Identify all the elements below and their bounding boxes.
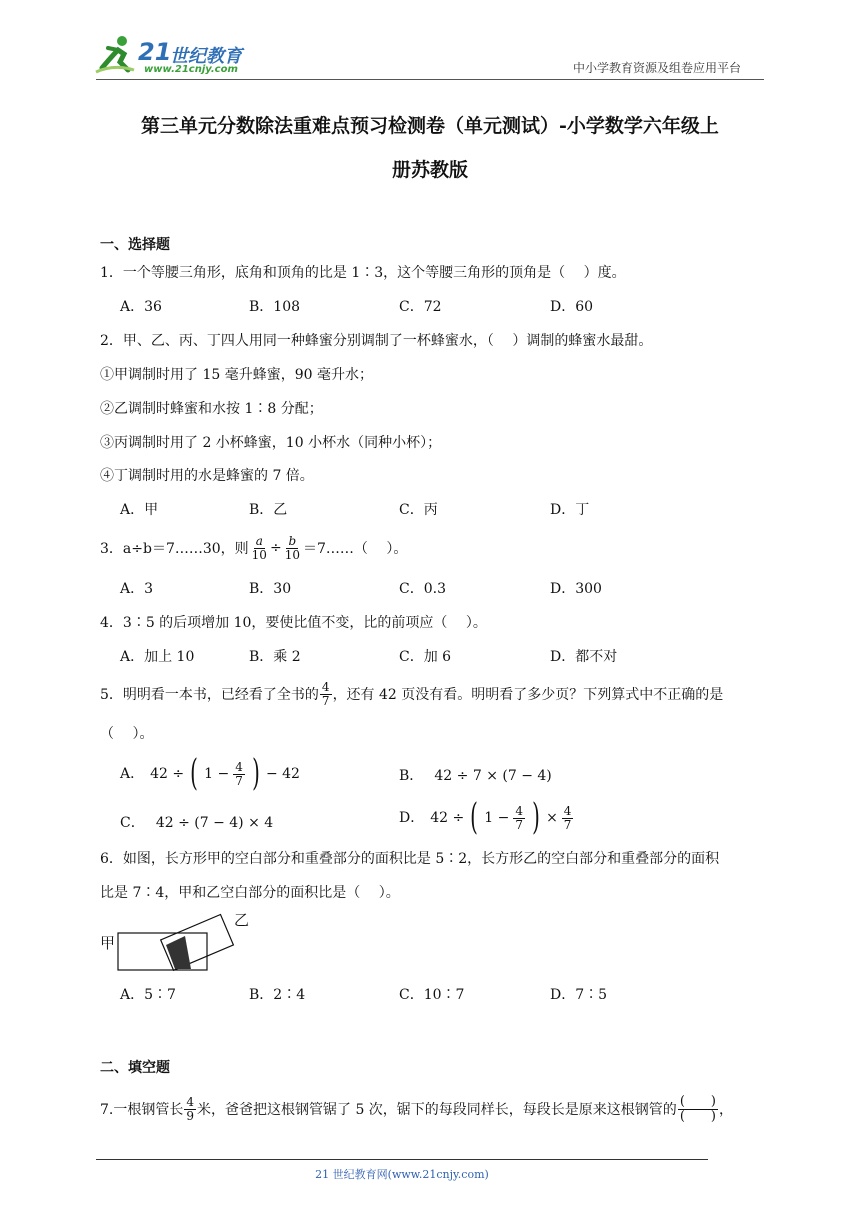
question-3 bbox=[100, 530, 407, 566]
question-6-line-1: 6．如图，长方形甲的空白部分和重叠部分的面积比是 5∶2，长方形乙的空白部分和重叠部分的面积 bbox=[100, 851, 720, 867]
page-title-line-1: 第三单元分数除法重难点预习检测卷（单元测试）-小学数学六年级上 bbox=[141, 115, 719, 137]
logo-number: 21 bbox=[138, 38, 172, 66]
q2-item-2: ②乙调制时蜂蜜和水按 1∶8 分配； bbox=[100, 401, 323, 417]
q7-fraction: $\frac{4}{9}$ bbox=[186, 1094, 194, 1123]
logo-chinese-name: 世纪教育 bbox=[170, 46, 242, 67]
figure-label-yi: 乙 bbox=[234, 911, 250, 929]
q3-option-a[interactable]: A．3 bbox=[120, 581, 154, 597]
q5-option-b-label: B． bbox=[399, 768, 424, 784]
q2-item-1: ①甲调制时用了 15 毫升蜂蜜，90 毫升水； bbox=[100, 367, 373, 383]
runner-logo-icon bbox=[94, 34, 136, 76]
q3-option-d[interactable]: D．300 bbox=[550, 581, 602, 597]
q3-suffix: ＝7……（ ）。 bbox=[302, 541, 408, 557]
q7-suffix: 米，爸爸把这根钢管锯了 5 次，锯下的每段同样长，每段长是原来这根钢管的 bbox=[197, 1102, 677, 1118]
q3-prefix: 3．a÷b＝7……30，则 bbox=[100, 541, 249, 557]
q4-option-c[interactable]: C．加 6 bbox=[399, 649, 452, 665]
logo-url: www.21cnjy.com bbox=[144, 64, 238, 75]
q6-option-a[interactable]: A．5∶7 bbox=[120, 987, 176, 1003]
question-6-line-2: 比是 7∶4，甲和乙空白部分的面积比是（ ）。 bbox=[100, 885, 400, 901]
q5-option-d[interactable] bbox=[399, 796, 574, 840]
q5-option-c-expression: 42 ÷ (7 − 4) × 4 bbox=[155, 815, 274, 831]
q5-option-d-expression: 42 ÷ ( 1 − $\frac{4}{7}$ ) × $\frac{4}{7}$ bbox=[430, 797, 572, 838]
header-rule bbox=[96, 79, 764, 80]
question-4: 4．3∶5 的后项增加 10，要使比值不变，比的前项应（ ）。 bbox=[100, 615, 487, 631]
q1-option-a[interactable]: A．36 bbox=[120, 299, 162, 315]
q3-divide: ÷ bbox=[269, 540, 282, 556]
q7-tail: ， bbox=[718, 1102, 733, 1118]
platform-name: 中小学教育资源及组卷应用平台 bbox=[573, 61, 742, 75]
q6-option-b[interactable]: B．2∶4 bbox=[249, 987, 306, 1003]
rectangles-figure bbox=[116, 912, 236, 972]
q5-line-2: （ ）。 bbox=[100, 726, 154, 742]
q4-option-a[interactable]: A．加上 10 bbox=[120, 649, 195, 665]
q3-fraction-b: $\frac{b}{10}$ bbox=[284, 533, 300, 562]
q4-option-d[interactable]: D．都不对 bbox=[550, 649, 618, 665]
q1-option-d[interactable]: D．60 bbox=[550, 299, 594, 315]
q7-answer-blank[interactable]: $\frac{( )}{( )}$ bbox=[679, 1093, 716, 1124]
q5-fraction: $\frac{4}{7}$ bbox=[321, 679, 330, 708]
section-heading-fill-blank: 二、填空题 bbox=[100, 1060, 170, 1076]
footer-rule bbox=[96, 1159, 708, 1160]
q1-option-b[interactable]: B．108 bbox=[249, 299, 301, 315]
site-logo bbox=[94, 34, 264, 78]
question-5 bbox=[100, 676, 723, 712]
figure-label-jia: 甲 bbox=[100, 934, 116, 952]
q2-option-c[interactable]: C．丙 bbox=[399, 502, 438, 518]
q5-suffix: ，还有 42 页没有看。明明看了多少页？下列算式中不正确的是 bbox=[332, 687, 724, 703]
footer-source: 21 世纪教育网(www.21cnjy.com) bbox=[315, 1168, 489, 1181]
q5-prefix: 5．明明看一本书，已经看了全书的 bbox=[100, 687, 319, 703]
page-title-line-2: 册苏教版 bbox=[391, 159, 468, 181]
q2-option-b[interactable]: B．乙 bbox=[249, 502, 288, 518]
q2-option-a[interactable]: A．甲 bbox=[120, 502, 159, 518]
q2-item-4: ④丁调制时用的水是蜂蜜的 7 倍。 bbox=[100, 468, 314, 484]
q2-item-3: ③丙调制时用了 2 小杯蜂蜜，10 小杯水（同种小杯）； bbox=[100, 435, 442, 451]
q6-option-d[interactable]: D．7∶5 bbox=[550, 987, 608, 1003]
q5-option-a-expression: 42 ÷ ( 1 − $\frac{4}{7}$ ) − 42 bbox=[150, 753, 300, 794]
q1-option-c[interactable]: C．72 bbox=[399, 299, 442, 315]
q2-option-d[interactable]: D．丁 bbox=[550, 502, 590, 518]
question-1: 1．一个等腰三角形，底角和顶角的比是 1∶3，这个等腰三角形的顶角是（ ）度。 bbox=[100, 265, 626, 281]
q3-fraction-a: $\frac{a}{10}$ bbox=[251, 533, 267, 562]
q5-option-a-label: A． bbox=[120, 766, 145, 782]
q5-option-b-expression: 42 ÷ 7 × (7 − 4) bbox=[434, 768, 552, 784]
q7-prefix: 7.一根钢管长 bbox=[100, 1102, 184, 1118]
q3-option-c[interactable]: C．0.3 bbox=[399, 581, 446, 597]
q5-option-a[interactable] bbox=[120, 752, 300, 796]
q4-option-b[interactable]: B．乘 2 bbox=[249, 649, 301, 665]
question-7 bbox=[100, 1087, 733, 1131]
q5-option-b[interactable] bbox=[399, 765, 552, 784]
q6-option-c[interactable]: C．10∶7 bbox=[399, 987, 465, 1003]
section-heading-choice: 一、选择题 bbox=[100, 237, 170, 253]
q5-option-d-label: D． bbox=[399, 810, 425, 826]
q5-option-c[interactable] bbox=[120, 812, 273, 831]
q3-option-b[interactable]: B．30 bbox=[249, 581, 292, 597]
q5-option-c-label: C． bbox=[120, 815, 145, 831]
question-2: 2．甲、乙、丙、丁四人用同一种蜂蜜分别调制了一杯蜂蜜水，（ ）调制的蜂蜜水最甜。 bbox=[100, 333, 653, 349]
